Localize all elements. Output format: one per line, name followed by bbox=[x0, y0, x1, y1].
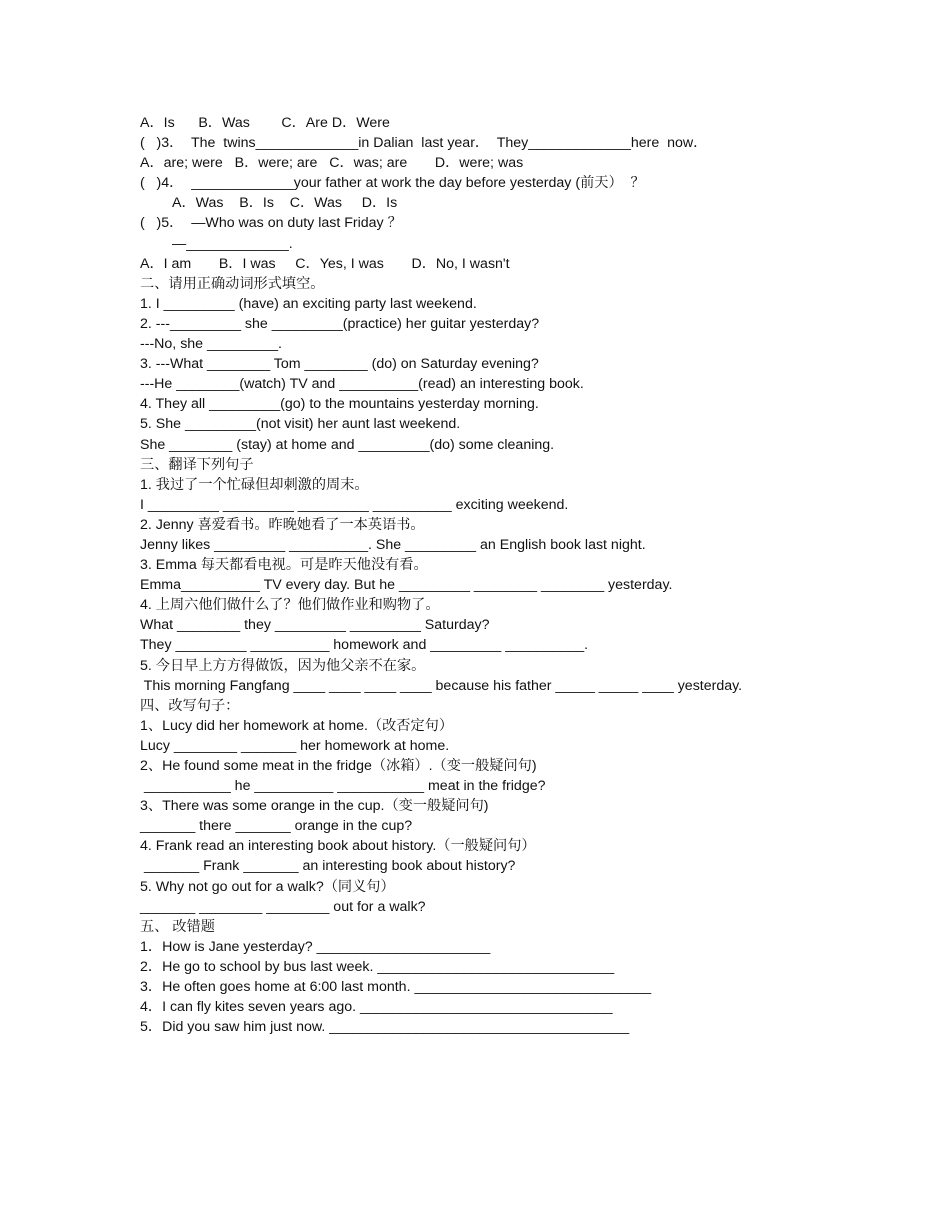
section-4-item-4-answer: _______ Frank _______ an interesting book about history? bbox=[140, 858, 516, 875]
section-4-item-3-prompt: 3、There was some orange in the cup.（变一般疑问句) bbox=[140, 798, 489, 815]
section-4-item-4-prompt: 4. Frank read an interesting book about history.（一般疑问句） bbox=[140, 838, 536, 855]
section-2-item-3: 3. ---What ________ Tom ________ (do) on Saturday evening? bbox=[140, 356, 539, 373]
choice-options-q5: A．I am B．I was C．Yes, I was D．No, I wasn't bbox=[140, 255, 510, 272]
section-4-item-1-prompt: 1、Lucy did her homework at home.（改否定句） bbox=[140, 717, 454, 734]
section-4-item-5-answer: _______ ________ ________ out for a walk? bbox=[140, 898, 426, 915]
section-3-item-3-answer: Emma__________ TV every day. But he _________ ________ ________ yesterday. bbox=[140, 577, 673, 594]
section-4-item-5-prompt: 5. Why not go out for a walk?（同义句） bbox=[140, 878, 395, 895]
section-5-item-5: 5．Did you saw him just now. ______________________________________ bbox=[140, 1019, 630, 1036]
question-5: ( )5． —Who was on duty last Friday ？ bbox=[140, 215, 402, 232]
question-4: ( )4． _____________your father at work the day before yesterday (前天） ？ bbox=[140, 175, 645, 192]
question-3: ( )3． The twins_____________in Dalian last year． They_____________here now． bbox=[140, 135, 708, 152]
section-4-heading: 四、改写句子： bbox=[140, 697, 240, 714]
section-5-item-1: 1．How is Jane yesterday? ______________________ bbox=[140, 938, 491, 955]
section-4-item-1-answer: Lucy ________ _______ her homework at home. bbox=[140, 737, 450, 754]
section-3-item-3-prompt: 3. Emma 每天都看电视。可是昨天他没有看。 bbox=[140, 557, 428, 574]
section-3-item-1-answer: I _________ _________ _________ __________ exciting weekend. bbox=[140, 496, 569, 513]
section-3-item-4-prompt: 4. 上周六他们做什么了？他们做作业和购物了。 bbox=[140, 597, 440, 614]
worksheet-content bbox=[140, 113, 840, 1037]
section-4-item-3-answer: _______ there _______ orange in the cup? bbox=[140, 818, 413, 835]
section-3-heading: 三、翻译下列句子 bbox=[140, 456, 254, 473]
section-2-item-2: 2. ---_________ she _________(practice) her guitar yesterday? bbox=[140, 315, 540, 332]
question-5-answer-blank: —_____________. bbox=[172, 235, 293, 252]
section-3-item-4-answer-a: They _________ __________ homework and _________ __________. bbox=[140, 637, 589, 654]
section-2-item-2-reply: ---No, she _________. bbox=[140, 336, 282, 353]
section-2-item-5-cont: She ________ (stay) at home and _________(do) some cleaning. bbox=[140, 436, 555, 453]
section-2-item-5: 5. She _________(not visit) her aunt last weekend. bbox=[140, 416, 461, 433]
section-2-heading: 二、请用正确动词形式填空。 bbox=[140, 275, 325, 292]
section-3-item-2-answer: Jenny likes _________ __________. She _________ an English book last night. bbox=[140, 536, 646, 553]
section-3-item-5-prompt: 5. 今日早上方方得做饭，因为他父亲不在家。 bbox=[140, 657, 426, 674]
section-2-item-1: 1. I _________ (have) an exciting party last weekend. bbox=[140, 295, 477, 312]
section-5-heading: 五、 改错题 bbox=[140, 918, 215, 935]
section-3-item-4-answer-q: What ________ they _________ _________ Saturday? bbox=[140, 617, 490, 634]
section-5-item-4: 4．I can fly kites seven years ago. ________________________________ bbox=[140, 999, 613, 1016]
choice-options-q2: A．Is B．Was C．Are D．Were bbox=[140, 115, 390, 131]
choice-options-q4: A．Was B．Is C．Was D．Is bbox=[172, 195, 398, 212]
section-2-item-3-reply: ---He ________(watch) TV and __________(read) an interesting book. bbox=[140, 376, 584, 393]
section-2-item-4: 4. They all _________(go) to the mountains yesterday morning. bbox=[140, 396, 539, 413]
section-3-item-1-prompt: 1. 我过了一个忙碌但却刺激的周末。 bbox=[140, 476, 369, 493]
section-4-item-2-answer: ___________ he __________ ___________ meat in the fridge? bbox=[140, 778, 546, 795]
section-5-item-3: 3．He often goes home at 6:00 last month. ______________________________ bbox=[140, 979, 652, 996]
section-5-item-2: 2．He go to school by bus last week. ______________________________ bbox=[140, 958, 615, 975]
section-3-item-2-prompt: 2. Jenny 喜爱看书。昨晚她看了一本英语书。 bbox=[140, 516, 425, 533]
section-4-item-2-prompt: 2、He found some meat in the fridge（冰箱）.（变一般疑问句) bbox=[140, 758, 537, 774]
choice-options-q3: A．are; were B．were; are C．was; are D．were; was bbox=[140, 155, 524, 172]
section-3-item-5-answer: This morning Fangfang ____ ____ ____ ____ because his father _____ _____ ____ yesterday. bbox=[140, 677, 743, 694]
